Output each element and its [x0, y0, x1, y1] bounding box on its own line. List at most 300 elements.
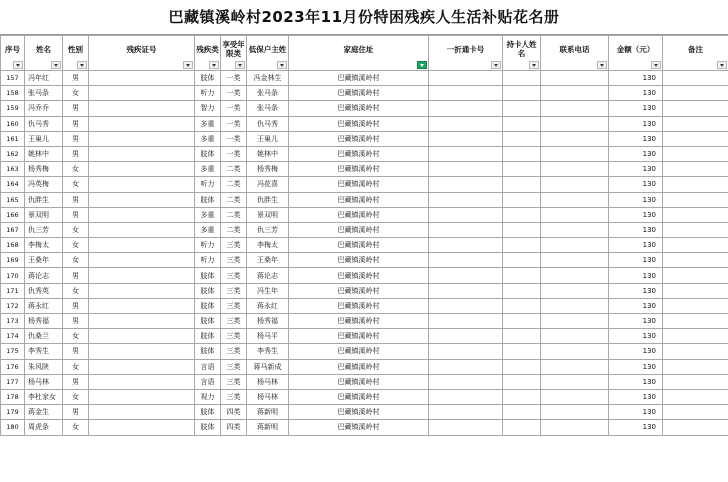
- cell-cardholder[interactable]: [503, 344, 541, 359]
- cell-disability-type[interactable]: 多重: [195, 131, 221, 146]
- cell-card-number[interactable]: [429, 344, 503, 359]
- cell-address[interactable]: 巴藏镇溪岭村: [289, 374, 429, 389]
- cell-phone[interactable]: [541, 207, 609, 222]
- cell-card-number[interactable]: [429, 192, 503, 207]
- cell-gender[interactable]: 女: [63, 177, 89, 192]
- cell-disability-type[interactable]: 听力: [195, 238, 221, 253]
- cell-remarks[interactable]: [663, 192, 728, 207]
- cell-name[interactable]: 杨马林: [25, 374, 63, 389]
- cell-address[interactable]: 巴藏镇溪岭村: [289, 283, 429, 298]
- cell-household-head[interactable]: 景双明: [247, 207, 289, 222]
- cell-certificate[interactable]: [89, 177, 195, 192]
- cell-amount[interactable]: 130: [609, 344, 663, 359]
- cell-remarks[interactable]: [663, 116, 728, 131]
- cell-disability-type[interactable]: 视力: [195, 389, 221, 404]
- cell-seq[interactable]: 176: [1, 359, 25, 374]
- cell-certificate[interactable]: [89, 344, 195, 359]
- cell-disability-type[interactable]: 肢体: [195, 298, 221, 313]
- cell-grade[interactable]: 四类: [221, 405, 247, 420]
- cell-disability-type[interactable]: 肢体: [195, 71, 221, 86]
- cell-cardholder[interactable]: [503, 222, 541, 237]
- cell-grade[interactable]: 二类: [221, 162, 247, 177]
- cell-household-head[interactable]: 蒋新明: [247, 420, 289, 435]
- cell-amount[interactable]: 130: [609, 389, 663, 404]
- cell-certificate[interactable]: [89, 71, 195, 86]
- cell-name[interactable]: 杨秀福: [25, 314, 63, 329]
- cell-grade[interactable]: 四类: [221, 420, 247, 435]
- cell-cardholder[interactable]: [503, 116, 541, 131]
- cell-certificate[interactable]: [89, 268, 195, 283]
- cell-gender[interactable]: 男: [63, 131, 89, 146]
- cell-disability-type[interactable]: 肢体: [195, 283, 221, 298]
- cell-card-number[interactable]: [429, 253, 503, 268]
- cell-disability-type[interactable]: 肢体: [195, 268, 221, 283]
- cell-cardholder[interactable]: [503, 192, 541, 207]
- cell-disability-type[interactable]: 多重: [195, 162, 221, 177]
- cell-phone[interactable]: [541, 131, 609, 146]
- cell-certificate[interactable]: [89, 131, 195, 146]
- cell-gender[interactable]: 男: [63, 207, 89, 222]
- cell-card-number[interactable]: [429, 71, 503, 86]
- cell-disability-type[interactable]: 肢体: [195, 420, 221, 435]
- cell-seq[interactable]: 178: [1, 389, 25, 404]
- cell-remarks[interactable]: [663, 177, 728, 192]
- filter-dropdown-icon[interactable]: [651, 61, 661, 69]
- cell-household-head[interactable]: 仇胖生: [247, 192, 289, 207]
- cell-cardholder[interactable]: [503, 253, 541, 268]
- cell-remarks[interactable]: [663, 222, 728, 237]
- cell-household-head[interactable]: 杨马林: [247, 374, 289, 389]
- cell-cardholder[interactable]: [503, 162, 541, 177]
- cell-gender[interactable]: 女: [63, 238, 89, 253]
- cell-remarks[interactable]: [663, 253, 728, 268]
- cell-card-number[interactable]: [429, 131, 503, 146]
- cell-phone[interactable]: [541, 374, 609, 389]
- cell-remarks[interactable]: [663, 405, 728, 420]
- cell-remarks[interactable]: [663, 131, 728, 146]
- cell-name[interactable]: 朱风陕: [25, 359, 63, 374]
- cell-seq[interactable]: 161: [1, 131, 25, 146]
- cell-address[interactable]: 巴藏镇溪岭村: [289, 329, 429, 344]
- cell-phone[interactable]: [541, 420, 609, 435]
- cell-phone[interactable]: [541, 177, 609, 192]
- cell-gender[interactable]: 男: [63, 344, 89, 359]
- cell-gender[interactable]: 女: [63, 329, 89, 344]
- filter-dropdown-icon[interactable]: [529, 61, 539, 69]
- cell-card-number[interactable]: [429, 116, 503, 131]
- cell-card-number[interactable]: [429, 162, 503, 177]
- cell-grade[interactable]: 一类: [221, 71, 247, 86]
- cell-phone[interactable]: [541, 405, 609, 420]
- cell-amount[interactable]: 130: [609, 253, 663, 268]
- cell-card-number[interactable]: [429, 283, 503, 298]
- cell-card-number[interactable]: [429, 359, 503, 374]
- cell-phone[interactable]: [541, 192, 609, 207]
- cell-seq[interactable]: 172: [1, 298, 25, 313]
- cell-phone[interactable]: [541, 253, 609, 268]
- cell-cardholder[interactable]: [503, 298, 541, 313]
- cell-disability-type[interactable]: 多重: [195, 207, 221, 222]
- cell-seq[interactable]: 171: [1, 283, 25, 298]
- cell-amount[interactable]: 130: [609, 298, 663, 313]
- cell-card-number[interactable]: [429, 101, 503, 116]
- cell-amount[interactable]: 130: [609, 207, 663, 222]
- cell-address[interactable]: 巴藏镇溪岭村: [289, 192, 429, 207]
- cell-amount[interactable]: 130: [609, 405, 663, 420]
- cell-seq[interactable]: 169: [1, 253, 25, 268]
- cell-address[interactable]: 巴藏镇溪岭村: [289, 359, 429, 374]
- cell-certificate[interactable]: [89, 298, 195, 313]
- cell-seq[interactable]: 170: [1, 268, 25, 283]
- cell-phone[interactable]: [541, 314, 609, 329]
- cell-disability-type[interactable]: 智力: [195, 101, 221, 116]
- cell-disability-type[interactable]: 言语: [195, 359, 221, 374]
- cell-household-head[interactable]: 蒋论志: [247, 268, 289, 283]
- cell-household-head[interactable]: 杨秀福: [247, 314, 289, 329]
- cell-card-number[interactable]: [429, 298, 503, 313]
- cell-address[interactable]: 巴藏镇溪岭村: [289, 344, 429, 359]
- cell-phone[interactable]: [541, 222, 609, 237]
- cell-seq[interactable]: 174: [1, 329, 25, 344]
- cell-grade[interactable]: 二类: [221, 192, 247, 207]
- cell-household-head[interactable]: 张马条: [247, 86, 289, 101]
- cell-grade[interactable]: 三类: [221, 389, 247, 404]
- filter-dropdown-icon[interactable]: [597, 61, 607, 69]
- cell-address[interactable]: 巴藏镇溪岭村: [289, 71, 429, 86]
- cell-gender[interactable]: 男: [63, 405, 89, 420]
- cell-remarks[interactable]: [663, 162, 728, 177]
- cell-cardholder[interactable]: [503, 101, 541, 116]
- cell-card-number[interactable]: [429, 146, 503, 161]
- cell-seq[interactable]: 163: [1, 162, 25, 177]
- cell-amount[interactable]: 130: [609, 86, 663, 101]
- cell-amount[interactable]: 130: [609, 71, 663, 86]
- cell-household-head[interactable]: 冯花喜: [247, 177, 289, 192]
- cell-cardholder[interactable]: [503, 71, 541, 86]
- cell-amount[interactable]: 130: [609, 101, 663, 116]
- cell-gender[interactable]: 男: [63, 298, 89, 313]
- cell-seq[interactable]: 168: [1, 238, 25, 253]
- cell-remarks[interactable]: [663, 420, 728, 435]
- cell-phone[interactable]: [541, 238, 609, 253]
- cell-amount[interactable]: 130: [609, 146, 663, 161]
- cell-grade[interactable]: 一类: [221, 131, 247, 146]
- cell-disability-type[interactable]: 肢体: [195, 344, 221, 359]
- cell-phone[interactable]: [541, 146, 609, 161]
- cell-certificate[interactable]: [89, 222, 195, 237]
- cell-seq[interactable]: 167: [1, 222, 25, 237]
- cell-phone[interactable]: [541, 359, 609, 374]
- cell-cardholder[interactable]: [503, 207, 541, 222]
- cell-remarks[interactable]: [663, 298, 728, 313]
- cell-card-number[interactable]: [429, 177, 503, 192]
- cell-grade[interactable]: 三类: [221, 283, 247, 298]
- cell-address[interactable]: 巴藏镇溪岭村: [289, 389, 429, 404]
- cell-cardholder[interactable]: [503, 86, 541, 101]
- cell-card-number[interactable]: [429, 389, 503, 404]
- cell-name[interactable]: 蒋论志: [25, 268, 63, 283]
- cell-grade[interactable]: 一类: [221, 146, 247, 161]
- cell-address[interactable]: 巴藏镇溪岭村: [289, 298, 429, 313]
- cell-grade[interactable]: 一类: [221, 101, 247, 116]
- cell-grade[interactable]: 一类: [221, 116, 247, 131]
- cell-disability-type[interactable]: 听力: [195, 86, 221, 101]
- cell-address[interactable]: 巴藏镇溪岭村: [289, 253, 429, 268]
- cell-cardholder[interactable]: [503, 374, 541, 389]
- cell-remarks[interactable]: [663, 389, 728, 404]
- cell-certificate[interactable]: [89, 374, 195, 389]
- cell-amount[interactable]: 130: [609, 131, 663, 146]
- cell-seq[interactable]: 157: [1, 71, 25, 86]
- cell-name[interactable]: 王巢儿: [25, 131, 63, 146]
- cell-grade[interactable]: 三类: [221, 314, 247, 329]
- cell-disability-type[interactable]: 听力: [195, 253, 221, 268]
- cell-household-head[interactable]: 杨马林: [247, 389, 289, 404]
- cell-amount[interactable]: 130: [609, 177, 663, 192]
- cell-gender[interactable]: 男: [63, 101, 89, 116]
- cell-address[interactable]: 巴藏镇溪岭村: [289, 131, 429, 146]
- cell-phone[interactable]: [541, 283, 609, 298]
- filter-dropdown-icon[interactable]: [717, 61, 727, 69]
- cell-amount[interactable]: 130: [609, 222, 663, 237]
- cell-cardholder[interactable]: [503, 146, 541, 161]
- cell-remarks[interactable]: [663, 359, 728, 374]
- cell-seq[interactable]: 180: [1, 420, 25, 435]
- cell-cardholder[interactable]: [503, 283, 541, 298]
- cell-address[interactable]: 巴藏镇溪岭村: [289, 405, 429, 420]
- filter-dropdown-icon[interactable]: [13, 61, 23, 69]
- cell-disability-type[interactable]: 肢体: [195, 192, 221, 207]
- cell-gender[interactable]: 男: [63, 374, 89, 389]
- cell-gender[interactable]: 女: [63, 86, 89, 101]
- cell-card-number[interactable]: [429, 86, 503, 101]
- filter-dropdown-icon[interactable]: [209, 61, 219, 69]
- cell-disability-type[interactable]: 肢体: [195, 146, 221, 161]
- cell-seq[interactable]: 166: [1, 207, 25, 222]
- cell-name[interactable]: 仇三芳: [25, 222, 63, 237]
- cell-grade[interactable]: 三类: [221, 329, 247, 344]
- cell-certificate[interactable]: [89, 146, 195, 161]
- cell-household-head[interactable]: 张马条: [247, 101, 289, 116]
- cell-amount[interactable]: 130: [609, 283, 663, 298]
- cell-disability-type[interactable]: 多重: [195, 116, 221, 131]
- cell-household-head[interactable]: 李秀生: [247, 344, 289, 359]
- cell-household-head[interactable]: 姚林中: [247, 146, 289, 161]
- cell-certificate[interactable]: [89, 359, 195, 374]
- cell-name[interactable]: 王桑年: [25, 253, 63, 268]
- cell-phone[interactable]: [541, 298, 609, 313]
- cell-remarks[interactable]: [663, 146, 728, 161]
- cell-seq[interactable]: 158: [1, 86, 25, 101]
- cell-amount[interactable]: 130: [609, 268, 663, 283]
- cell-gender[interactable]: 男: [63, 268, 89, 283]
- cell-household-head[interactable]: 杨秀梅: [247, 162, 289, 177]
- filter-dropdown-icon[interactable]: [77, 61, 87, 69]
- cell-name[interactable]: 仇胖生: [25, 192, 63, 207]
- cell-certificate[interactable]: [89, 101, 195, 116]
- cell-phone[interactable]: [541, 329, 609, 344]
- cell-certificate[interactable]: [89, 192, 195, 207]
- cell-household-head[interactable]: 蒋马新成: [247, 359, 289, 374]
- cell-remarks[interactable]: [663, 374, 728, 389]
- cell-disability-type[interactable]: 听力: [195, 177, 221, 192]
- cell-amount[interactable]: 130: [609, 314, 663, 329]
- cell-household-head[interactable]: 蒋新明: [247, 405, 289, 420]
- cell-remarks[interactable]: [663, 314, 728, 329]
- cell-seq[interactable]: 173: [1, 314, 25, 329]
- cell-card-number[interactable]: [429, 329, 503, 344]
- cell-cardholder[interactable]: [503, 238, 541, 253]
- cell-address[interactable]: 巴藏镇溪岭村: [289, 207, 429, 222]
- cell-grade[interactable]: 二类: [221, 177, 247, 192]
- cell-name[interactable]: 姚林中: [25, 146, 63, 161]
- cell-certificate[interactable]: [89, 86, 195, 101]
- cell-remarks[interactable]: [663, 344, 728, 359]
- cell-remarks[interactable]: [663, 71, 728, 86]
- cell-address[interactable]: 巴藏镇溪岭村: [289, 268, 429, 283]
- cell-phone[interactable]: [541, 86, 609, 101]
- cell-remarks[interactable]: [663, 238, 728, 253]
- cell-certificate[interactable]: [89, 420, 195, 435]
- cell-card-number[interactable]: [429, 207, 503, 222]
- cell-household-head[interactable]: 冯金林生: [247, 71, 289, 86]
- cell-amount[interactable]: 130: [609, 420, 663, 435]
- filter-dropdown-icon[interactable]: [235, 61, 245, 69]
- cell-phone[interactable]: [541, 101, 609, 116]
- cell-phone[interactable]: [541, 344, 609, 359]
- cell-card-number[interactable]: [429, 238, 503, 253]
- cell-grade[interactable]: 三类: [221, 253, 247, 268]
- cell-card-number[interactable]: [429, 420, 503, 435]
- cell-gender[interactable]: 男: [63, 146, 89, 161]
- cell-card-number[interactable]: [429, 374, 503, 389]
- cell-phone[interactable]: [541, 389, 609, 404]
- cell-certificate[interactable]: [89, 116, 195, 131]
- cell-name[interactable]: 张马条: [25, 86, 63, 101]
- cell-phone[interactable]: [541, 268, 609, 283]
- cell-gender[interactable]: 女: [63, 359, 89, 374]
- cell-grade[interactable]: 一类: [221, 86, 247, 101]
- cell-disability-type[interactable]: 多重: [195, 222, 221, 237]
- cell-amount[interactable]: 130: [609, 329, 663, 344]
- cell-address[interactable]: 巴藏镇溪岭村: [289, 420, 429, 435]
- cell-gender[interactable]: 女: [63, 420, 89, 435]
- cell-phone[interactable]: [541, 162, 609, 177]
- cell-address[interactable]: 巴藏镇溪岭村: [289, 314, 429, 329]
- cell-cardholder[interactable]: [503, 420, 541, 435]
- cell-remarks[interactable]: [663, 86, 728, 101]
- cell-gender[interactable]: 女: [63, 162, 89, 177]
- cell-seq[interactable]: 164: [1, 177, 25, 192]
- cell-grade[interactable]: 三类: [221, 359, 247, 374]
- cell-cardholder[interactable]: [503, 329, 541, 344]
- cell-name[interactable]: 仇秀英: [25, 283, 63, 298]
- cell-name[interactable]: 蒋金生: [25, 405, 63, 420]
- cell-household-head[interactable]: 蒋永红: [247, 298, 289, 313]
- filter-dropdown-icon[interactable]: [51, 61, 61, 69]
- cell-cardholder[interactable]: [503, 314, 541, 329]
- cell-disability-type[interactable]: 肢体: [195, 314, 221, 329]
- cell-cardholder[interactable]: [503, 359, 541, 374]
- cell-phone[interactable]: [541, 71, 609, 86]
- cell-certificate[interactable]: [89, 389, 195, 404]
- cell-gender[interactable]: 女: [63, 253, 89, 268]
- cell-address[interactable]: 巴藏镇溪岭村: [289, 238, 429, 253]
- cell-certificate[interactable]: [89, 253, 195, 268]
- cell-amount[interactable]: 130: [609, 192, 663, 207]
- cell-cardholder[interactable]: [503, 177, 541, 192]
- cell-gender[interactable]: 男: [63, 314, 89, 329]
- cell-name[interactable]: 仇马秀: [25, 116, 63, 131]
- cell-seq[interactable]: 165: [1, 192, 25, 207]
- cell-household-head[interactable]: 杨马平: [247, 329, 289, 344]
- cell-card-number[interactable]: [429, 405, 503, 420]
- cell-seq[interactable]: 177: [1, 374, 25, 389]
- cell-name[interactable]: 李杜家女: [25, 389, 63, 404]
- cell-certificate[interactable]: [89, 405, 195, 420]
- cell-address[interactable]: 巴藏镇溪岭村: [289, 101, 429, 116]
- cell-name[interactable]: 冯乔乔: [25, 101, 63, 116]
- cell-cardholder[interactable]: [503, 268, 541, 283]
- cell-remarks[interactable]: [663, 101, 728, 116]
- cell-card-number[interactable]: [429, 314, 503, 329]
- cell-household-head[interactable]: 仇马秀: [247, 116, 289, 131]
- cell-certificate[interactable]: [89, 207, 195, 222]
- cell-address[interactable]: 巴藏镇溪岭村: [289, 146, 429, 161]
- cell-name[interactable]: 李秀生: [25, 344, 63, 359]
- cell-name[interactable]: 蒋永红: [25, 298, 63, 313]
- cell-amount[interactable]: 130: [609, 238, 663, 253]
- cell-seq[interactable]: 159: [1, 101, 25, 116]
- cell-name[interactable]: 冯年红: [25, 71, 63, 86]
- cell-grade[interactable]: 二类: [221, 207, 247, 222]
- cell-gender[interactable]: 女: [63, 389, 89, 404]
- cell-household-head[interactable]: 李梅太: [247, 238, 289, 253]
- cell-gender[interactable]: 男: [63, 192, 89, 207]
- cell-certificate[interactable]: [89, 162, 195, 177]
- cell-remarks[interactable]: [663, 283, 728, 298]
- cell-phone[interactable]: [541, 116, 609, 131]
- cell-seq[interactable]: 160: [1, 116, 25, 131]
- cell-household-head[interactable]: 王桑年: [247, 253, 289, 268]
- cell-grade[interactable]: 三类: [221, 238, 247, 253]
- cell-grade[interactable]: 三类: [221, 298, 247, 313]
- cell-remarks[interactable]: [663, 207, 728, 222]
- filter-dropdown-icon[interactable]: [491, 61, 501, 69]
- cell-name[interactable]: 周虎条: [25, 420, 63, 435]
- cell-address[interactable]: 巴藏镇溪岭村: [289, 86, 429, 101]
- cell-gender[interactable]: 女: [63, 283, 89, 298]
- cell-disability-type[interactable]: 肢体: [195, 329, 221, 344]
- cell-seq[interactable]: 175: [1, 344, 25, 359]
- cell-amount[interactable]: 130: [609, 116, 663, 131]
- cell-name[interactable]: 冯英梅: [25, 177, 63, 192]
- filter-dropdown-icon[interactable]: [277, 61, 287, 69]
- cell-grade[interactable]: 二类: [221, 222, 247, 237]
- cell-grade[interactable]: 三类: [221, 344, 247, 359]
- cell-household-head[interactable]: 冯生年: [247, 283, 289, 298]
- cell-disability-type[interactable]: 肢体: [195, 405, 221, 420]
- cell-name[interactable]: 景双明: [25, 207, 63, 222]
- cell-household-head[interactable]: 仇三芳: [247, 222, 289, 237]
- cell-certificate[interactable]: [89, 238, 195, 253]
- cell-address[interactable]: 巴藏镇溪岭村: [289, 116, 429, 131]
- cell-remarks[interactable]: [663, 268, 728, 283]
- cell-name[interactable]: 杨秀梅: [25, 162, 63, 177]
- cell-certificate[interactable]: [89, 283, 195, 298]
- cell-cardholder[interactable]: [503, 405, 541, 420]
- cell-household-head[interactable]: 王巢儿: [247, 131, 289, 146]
